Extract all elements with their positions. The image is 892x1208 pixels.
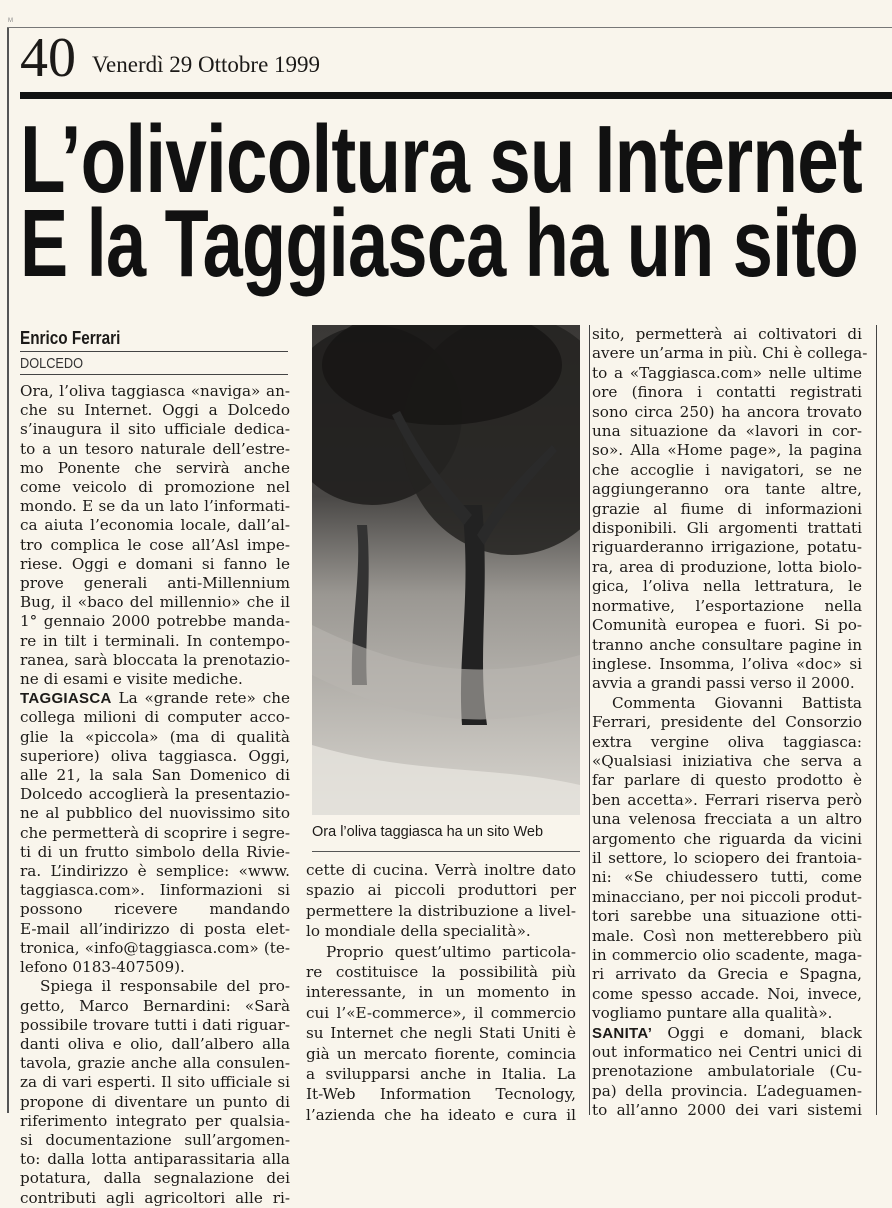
text-line <box>20 574 290 593</box>
dateline-rule <box>20 374 288 375</box>
text-line <box>592 383 862 402</box>
line-text: re costituisce la possibilità più <box>306 963 576 982</box>
line-text: danti oliva e olio, dall’albero alla <box>20 1034 290 1053</box>
text-line <box>306 962 576 982</box>
line-text: una situazione da «lavori in cor- <box>592 422 862 441</box>
line-text: It-Web Information Tecnology, <box>306 1085 576 1104</box>
text-line <box>592 636 862 655</box>
text-line <box>20 651 290 670</box>
text-line <box>20 593 290 612</box>
line-text: riferimento integrato per qualsia- <box>20 1111 290 1130</box>
text-line <box>592 538 862 557</box>
text-line <box>592 1024 862 1043</box>
line-text: cette di cucina. Verrà inoltre dato <box>306 861 576 879</box>
text-line <box>592 344 868 363</box>
text-line <box>592 752 862 771</box>
line-text: ra, area di produzione, lotta biolo- <box>592 557 862 576</box>
line-text: interessante, in un momento in <box>306 983 576 1002</box>
line-text: ben accetta». Ferrari riserva però <box>592 790 862 809</box>
line-text: prenotazione ambulatoriale (Cu- <box>592 1062 862 1081</box>
headline-line-1: L’olivicoltura su Internet <box>20 106 862 213</box>
line-text: minacciano, per noi piccoli produt- <box>592 887 862 906</box>
text-line <box>592 597 862 616</box>
line-text: tavola, grazie anche alla consulen- <box>20 1054 290 1073</box>
text-line <box>20 824 290 843</box>
article-photo <box>312 325 580 815</box>
text-line <box>20 478 290 497</box>
line-text: possibile trovare tutti i dati riguar- <box>20 1015 290 1034</box>
line-text: già un mercato fiorente, comincia <box>306 1044 576 1063</box>
line-text: Dolcedo accoglierà la presentazio- <box>20 785 290 804</box>
paragraph <box>592 1024 862 1121</box>
line-text: getto, Marco Bernardini: «Sarà <box>20 996 290 1015</box>
text-line <box>20 459 290 478</box>
line-text: ra. L’indirizzo è semplice: «www. <box>20 862 290 881</box>
line-text: Comunità europea e fuori. Si po- <box>592 616 862 635</box>
line-text: prove generali anti-Millennium <box>20 574 290 593</box>
line-text: ni: «Se chiudessero tutti, come <box>592 868 862 887</box>
text-line <box>592 810 862 829</box>
text-line <box>306 1003 576 1023</box>
line-text: disponibili. Gli argomenti trattati <box>592 519 862 538</box>
line-text: E-mail all’indirizzo di posta elet- <box>20 919 290 938</box>
text-line <box>20 862 290 881</box>
text-line <box>592 985 862 1004</box>
olive-grove-image <box>312 325 580 815</box>
line-text: avere un’arma in più. Chi è collega- <box>592 344 868 363</box>
text-line <box>20 804 290 823</box>
line-text: tori sarebbe una situazione otti- <box>592 907 862 926</box>
text-line <box>592 655 862 674</box>
line-text: grazie al fiume di informazioni <box>592 499 862 518</box>
text-line <box>20 536 290 555</box>
line-text: permettere la distribuzione a livel- <box>306 901 576 920</box>
text-line <box>306 860 576 880</box>
text-line <box>20 900 290 919</box>
text-line <box>592 733 862 752</box>
line-text: re in tilt i terminali. In contempo- <box>20 631 290 650</box>
line-text: ti di un frutto simbolo della Rivie- <box>20 842 290 861</box>
line-text: taggiasca.com». Iinformazioni si <box>20 881 290 900</box>
text-line <box>20 1189 290 1208</box>
line-text: to a «Taggiasca.com» nelle ultime <box>592 363 862 382</box>
text-line <box>20 440 290 459</box>
text-line <box>306 942 576 962</box>
line-text: Bug, il «baco del millennio» che il <box>20 593 290 612</box>
text-line <box>592 1004 862 1023</box>
text-line <box>592 403 862 422</box>
line-text: riguarderanno irrigazione, potatu- <box>592 538 862 557</box>
text-line <box>20 670 290 689</box>
text-line <box>20 689 290 708</box>
text-line <box>20 382 290 401</box>
line-text: 1° gennaio 2000 potrebbe manda- <box>20 612 290 631</box>
text-line <box>592 325 862 344</box>
text-line <box>20 708 290 727</box>
line-text: ore (finora i contatti registrati <box>592 383 862 402</box>
line-text: riese. Oggi e domani si fanno le <box>20 554 290 573</box>
column-divider <box>589 325 590 1115</box>
line-text: out informatico nei Centri unici di <box>592 1043 862 1062</box>
text-line <box>592 441 862 460</box>
text-line <box>592 364 862 383</box>
caption-rule <box>312 851 580 852</box>
line-text: su Internet che negli Stati Uniti è <box>306 1024 576 1043</box>
text-line <box>20 977 290 996</box>
text-line <box>20 555 290 574</box>
line-text: contributi agli agricoltori alle ri- <box>20 1188 290 1207</box>
text-line <box>592 558 862 577</box>
line-text: ne al pubblico del nuovissimo sito <box>20 804 290 823</box>
line-text: Ora, l’oliva taggiasca «naviga» an- <box>20 382 290 400</box>
text-line <box>592 422 862 441</box>
text-line <box>306 1084 576 1104</box>
line-text: za di vari esperti. Il sito ufficiale si <box>20 1073 290 1092</box>
text-line <box>20 516 290 535</box>
line-text: tronica, «info@taggiasca.com» (te- <box>20 938 290 957</box>
text-line <box>592 830 862 849</box>
line-text: Commenta Giovanni Battista <box>612 693 862 712</box>
line-text: sono circa 250) ha ancora trovato <box>592 402 862 421</box>
text-line <box>20 1150 290 1169</box>
text-line <box>306 901 576 921</box>
article-column-2 <box>306 860 576 1125</box>
line-text: ri arrivato da Grecia e Spagna, <box>592 965 862 984</box>
paragraph <box>306 860 576 942</box>
text-line <box>20 920 290 939</box>
line-text: Oggi e domani, black <box>667 1023 863 1042</box>
byline-rule <box>20 351 288 352</box>
paragraph <box>592 694 862 1024</box>
text-line <box>20 785 290 804</box>
line-text: una velenosa frecciata a un altro <box>592 810 862 829</box>
text-line <box>20 881 290 900</box>
text-line <box>20 1112 290 1131</box>
photo-caption: Ora l’oliva taggiasca ha un sito Web <box>312 824 544 840</box>
line-text: alle 21, la sala San Domenico di <box>20 766 290 785</box>
text-line <box>20 1073 290 1092</box>
line-text: s’inaugura il sito ufficiale dedica- <box>20 420 290 439</box>
line-text: aggiungeranno ora tante altre, <box>592 480 862 499</box>
text-line <box>592 1043 862 1062</box>
article-column-3 <box>592 325 868 1121</box>
paragraph <box>20 977 290 1207</box>
paragraph <box>306 942 576 1126</box>
paragraph <box>20 689 290 977</box>
line-text: ne di esami e visite mediche. <box>20 670 243 689</box>
text-line <box>592 907 862 926</box>
text-line <box>592 519 862 538</box>
text-line <box>592 1101 862 1120</box>
line-text: avvia a grandi passi verso il 2000. <box>592 674 855 693</box>
line-text: come veicolo di promozione nel <box>20 478 290 497</box>
line-text: potatura, dalla segnalazione dei <box>20 1169 290 1188</box>
paragraph <box>592 325 868 694</box>
section-lead: TAGGIASCA <box>20 690 112 708</box>
line-text: Proprio quest’ultimo particola- <box>326 942 576 961</box>
line-text: spazio ai piccoli produttori per <box>306 881 576 900</box>
text-line <box>20 728 290 747</box>
text-line <box>306 1044 576 1064</box>
line-text: ranea, sarà bloccata la prenotazio- <box>20 650 290 669</box>
line-text: a svilupparsi anche in Italia. La <box>306 1065 576 1084</box>
text-line <box>20 612 290 631</box>
section-lead: SANITA’ <box>592 1024 653 1042</box>
line-text: normative, l’esportazione nella <box>592 596 862 615</box>
line-text: tranno anche consultare pagine in <box>592 635 862 654</box>
text-line <box>592 480 862 499</box>
line-text: Ferrari, presidente del Consorzio <box>592 713 862 732</box>
line-text: mondo. E se da un lato l’informati- <box>20 497 290 516</box>
line-text: cui l’«E-commerce», il commercio <box>306 1003 576 1022</box>
line-text: come spesso accade. Noi, invece, <box>592 984 862 1003</box>
line-text: vogliamo puntare alla qualità». <box>592 1004 833 1023</box>
text-line <box>592 461 862 480</box>
line-text: in commercio olio scadente, maga- <box>592 946 862 964</box>
text-line <box>592 616 862 635</box>
text-line <box>20 997 290 1016</box>
line-text: tro complica le cose all’Asl impe- <box>20 535 290 554</box>
line-text: so». Alla «Home page», la pagina <box>592 441 862 460</box>
text-line <box>20 401 290 420</box>
line-text: inglese. Insomma, l’oliva «doc» si <box>592 654 862 673</box>
text-line <box>20 843 290 862</box>
text-line <box>592 674 862 693</box>
text-line <box>20 1016 290 1035</box>
line-text: to a un tesoro naturale dell’estre- <box>20 439 290 458</box>
text-line <box>592 713 862 732</box>
line-text: far parlare di questo prodotto è <box>592 771 862 790</box>
line-text: argomento che riguarda da vicini <box>592 829 862 848</box>
text-line <box>20 766 290 785</box>
text-line <box>20 747 290 766</box>
line-text: Spiega il responsabile del pro- <box>40 977 290 996</box>
byline-author: Enrico Ferrari <box>20 328 121 348</box>
line-text: collega milioni di computer acco- <box>20 708 290 727</box>
line-text: superiore) oliva taggiasca. Oggi, <box>20 746 290 765</box>
line-text: sito, permetterà ai coltivatori di <box>592 325 862 343</box>
column-divider-right <box>876 325 877 1115</box>
line-text: to: dalla lotta antiparassitaria alla <box>20 1150 290 1169</box>
page-number: 40 <box>20 27 76 89</box>
text-line <box>592 849 862 868</box>
line-text: to all’anno 2000 dei vari sistemi <box>592 1101 862 1120</box>
dateline: DOLCEDO <box>20 355 84 372</box>
text-line <box>592 500 862 519</box>
line-text: gica, l’oliva nella lettratura, le <box>592 577 862 596</box>
text-line <box>592 946 862 965</box>
line-text: il settore, lo sciopero dei frantoia- <box>592 848 862 867</box>
line-text: ca aiuta l’economia locale, dall’al- <box>20 516 290 535</box>
line-text: l’azienda che ha ideato e cura il <box>306 1105 576 1124</box>
line-text: male. Così non metterebbero più <box>592 926 862 945</box>
text-line <box>20 1131 290 1150</box>
frame-top-rule <box>7 27 892 28</box>
text-line <box>20 939 290 958</box>
line-text: pa) della provincia. L’adeguamen- <box>592 1081 862 1100</box>
text-line <box>20 632 290 651</box>
line-text: si documentazione sull’argomen- <box>20 1130 290 1149</box>
text-line <box>592 577 862 596</box>
text-line <box>20 958 290 977</box>
text-line <box>592 791 862 810</box>
text-line <box>592 1062 862 1081</box>
line-text: che accoglie i navigatori, se ne <box>592 460 862 479</box>
text-line <box>592 694 862 713</box>
text-line <box>20 1169 290 1188</box>
text-line <box>306 1023 576 1043</box>
line-text: mo Ponente che servirà anche <box>20 458 290 477</box>
text-line <box>306 1105 576 1125</box>
line-text: extra vergine oliva taggiasca: <box>592 732 862 751</box>
line-text: lefono 0183-407509). <box>20 958 185 977</box>
text-line <box>592 965 862 984</box>
text-line <box>20 1054 290 1073</box>
text-line <box>20 497 290 516</box>
line-text: propone di diventare un punto di <box>20 1092 290 1111</box>
text-line <box>20 420 290 439</box>
corner-mark: M <box>8 18 13 24</box>
text-line <box>592 1082 862 1101</box>
frame-left-rule <box>7 28 9 1113</box>
paragraph <box>20 382 290 689</box>
line-text: La «grande rete» che <box>118 689 290 708</box>
header-rule <box>20 92 892 99</box>
line-text: possono ricevere mandando <box>20 900 290 919</box>
line-text: «Qualsiasi iniziativa che serva a <box>592 751 862 770</box>
text-line <box>592 888 862 907</box>
line-text: lo mondiale della specialità». <box>306 922 531 941</box>
line-text: glie la «piccola» (ma di qualità <box>20 727 290 746</box>
text-line <box>20 1035 290 1054</box>
issue-date: Venerdì 29 Ottobre 1999 <box>92 52 321 77</box>
text-line <box>592 927 862 946</box>
text-line <box>306 982 576 1002</box>
text-line <box>592 771 862 790</box>
article-column-1 <box>20 382 290 1208</box>
text-line <box>306 921 576 941</box>
text-line <box>306 1064 576 1084</box>
text-line <box>592 868 862 887</box>
line-text: che su Internet. Oggi a Dolcedo <box>20 401 290 420</box>
headline-line-2: E la Taggiasca ha un sito <box>20 190 858 297</box>
text-line <box>20 1093 290 1112</box>
line-text: che permetterà di scoprire i segre- <box>20 823 290 842</box>
text-line <box>306 880 576 900</box>
